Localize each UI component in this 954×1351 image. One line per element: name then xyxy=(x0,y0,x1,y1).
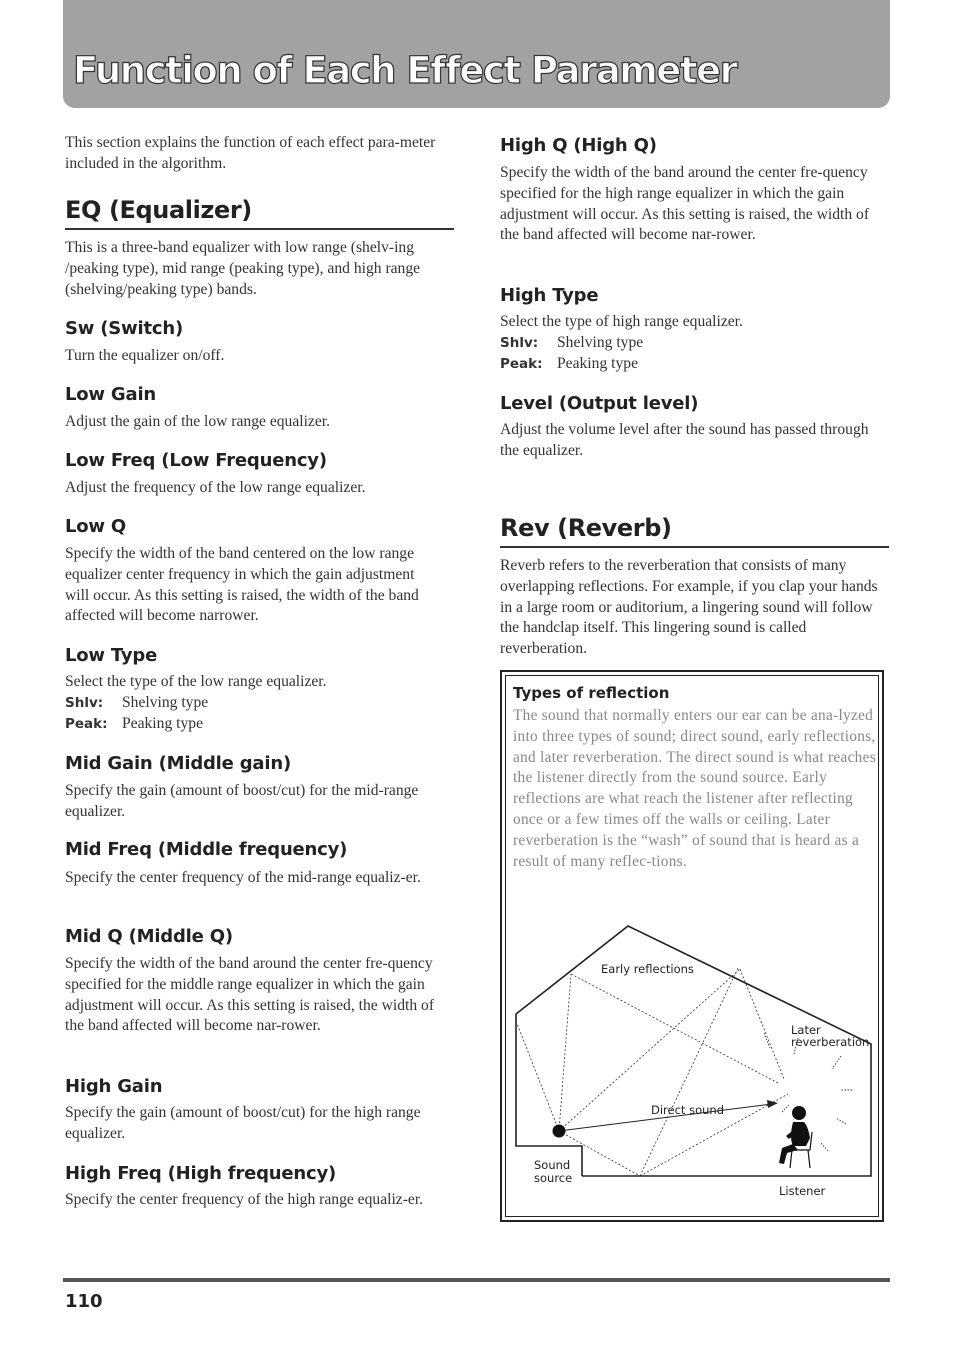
param-low-q-title: Low Q xyxy=(65,516,127,537)
reflection-diagram xyxy=(506,676,882,1220)
label-sound-source-line1: Sound xyxy=(534,1158,571,1172)
param-mid-gain-title: Mid Gain (Middle gain) xyxy=(65,753,291,774)
header-banner xyxy=(63,0,890,108)
reflection-info-box xyxy=(500,670,884,1222)
option-key: Shlv: xyxy=(65,695,104,711)
intro-text: This section explains the function of each effect para-meter included in the algorithm. xyxy=(65,134,436,172)
param-high-freq-title: High Freq (High frequency) xyxy=(65,1163,337,1184)
page-number: 110 xyxy=(65,1291,103,1312)
option-value: Peaking type xyxy=(122,715,203,732)
param-low-type-title: Low Type xyxy=(65,645,158,666)
param-low-gain-text: Adjust the gain of the low range equalizer. xyxy=(65,413,331,430)
reflection-info-box-inner xyxy=(505,675,879,1217)
option-key: Shlv: xyxy=(500,335,539,351)
param-sw-text: Turn the equalizer on/off. xyxy=(65,347,225,364)
label-sound-source-line2: source xyxy=(534,1171,573,1185)
param-high-type-option-shlv xyxy=(500,333,889,354)
box-text: The sound that normally enters our ear can be ana-lyzed into three types of sound; direct sound, early reflections, and later reverberation. The direct sound is what reaches the listener directly from the sound source. Early reflections are what reach the listener after reflecting once or a few times off the walls or ceiling. Later reverberation is the “wash” of sound that is heard as a result of many reflec-tions. xyxy=(513,707,876,870)
param-low-type-option-peak xyxy=(65,714,455,735)
param-low-gain-title: Low Gain xyxy=(65,384,157,405)
rev-section-title: Rev (Reverb) xyxy=(500,514,672,542)
param-low-freq-text: Adjust the frequency of the low range equalizer. xyxy=(65,479,366,496)
param-mid-freq-title: Mid Freq (Middle frequency) xyxy=(65,839,348,860)
param-high-gain-text: Specify the gain (amount of boost/cut) for the high range equalizer. xyxy=(65,1104,421,1142)
param-low-q-text: Specify the width of the band centered on the low range equalizer center frequency in which the gain adjustment will occur. As this setting is raised, the width of the band affected will become narrower. xyxy=(65,545,419,625)
option-value: Peaking type xyxy=(557,355,638,372)
param-mid-q-text: Specify the width of the band around the center fre-quency specified for the middle range equalizer in which the gain adjustment will occur. As this setting is raised, the width of the band affected will become nar-rower. xyxy=(65,955,435,1035)
param-sw-title: Sw (Switch) xyxy=(65,318,183,339)
eq-section-rule xyxy=(65,228,454,230)
sound-source-dot xyxy=(553,1125,566,1138)
box-title: Types of reflection xyxy=(513,684,670,702)
param-level-text: Adjust the volume level after the sound has passed through the equalizer. xyxy=(500,421,869,459)
param-high-q-title: High Q (High Q) xyxy=(500,135,657,156)
param-high-type-title: High Type xyxy=(500,285,599,306)
label-listener: Listener xyxy=(779,1184,826,1198)
eq-description: This is a three-band equalizer with low range (shelv-ing /peaking type), mid range (peaking type), and high range (shelving/peaking type) bands. xyxy=(65,239,421,298)
option-key: Peak: xyxy=(500,356,543,372)
param-high-freq-text: Specify the center frequency of the high range equaliz-er. xyxy=(65,1191,424,1208)
param-high-q-text: Specify the width of the band around the center fre-quency specified for the high range equalizer in which the gain adjustment will occur. As this setting is raised, the width of the band affected will become nar-rower. xyxy=(500,164,870,244)
direct-sound-arrowhead xyxy=(767,1100,778,1108)
early-reflection-paths xyxy=(516,968,788,1176)
label-early-reflections: Early reflections xyxy=(601,962,694,976)
param-level-title: Level (Output level) xyxy=(500,393,699,414)
option-value: Shelving type xyxy=(557,334,644,351)
eq-section-title: EQ (Equalizer) xyxy=(65,196,252,224)
rev-description: Reverb refers to the reverberation that consists of many overlapping reflections. For example, if you clap your hands in a large room or auditorium, a lingering sound will follow the handclap itself. This lingering sound is called reverberation. xyxy=(500,557,878,658)
page-title: Function of Each Effect Parameter xyxy=(73,49,737,92)
param-high-type-text: Select the type of high range equalizer. xyxy=(500,313,743,330)
listener-figure xyxy=(779,1106,810,1164)
option-key: Peak: xyxy=(65,716,108,732)
param-mid-gain-text: Specify the gain (amount of boost/cut) for the mid-range equalizer. xyxy=(65,782,419,820)
param-high-gain-title: High Gain xyxy=(65,1076,163,1097)
param-low-type-text: Select the type of the low range equalizer. xyxy=(65,673,327,690)
param-low-type-option-shlv xyxy=(65,693,455,714)
rev-section-rule xyxy=(500,546,889,548)
param-high-type-option-peak xyxy=(500,354,889,375)
label-later-reverb-line2: reverberation xyxy=(791,1035,870,1049)
param-mid-freq-text: Specify the center frequency of the mid-range equaliz-er. xyxy=(65,869,421,886)
footer-rule xyxy=(63,1278,890,1282)
param-low-freq-title: Low Freq (Low Frequency) xyxy=(65,450,327,471)
option-value: Shelving type xyxy=(122,694,209,711)
param-mid-q-title: Mid Q (Middle Q) xyxy=(65,926,233,947)
label-later-reverb-line1: Later xyxy=(791,1023,821,1037)
label-direct-sound: Direct sound xyxy=(651,1103,724,1117)
